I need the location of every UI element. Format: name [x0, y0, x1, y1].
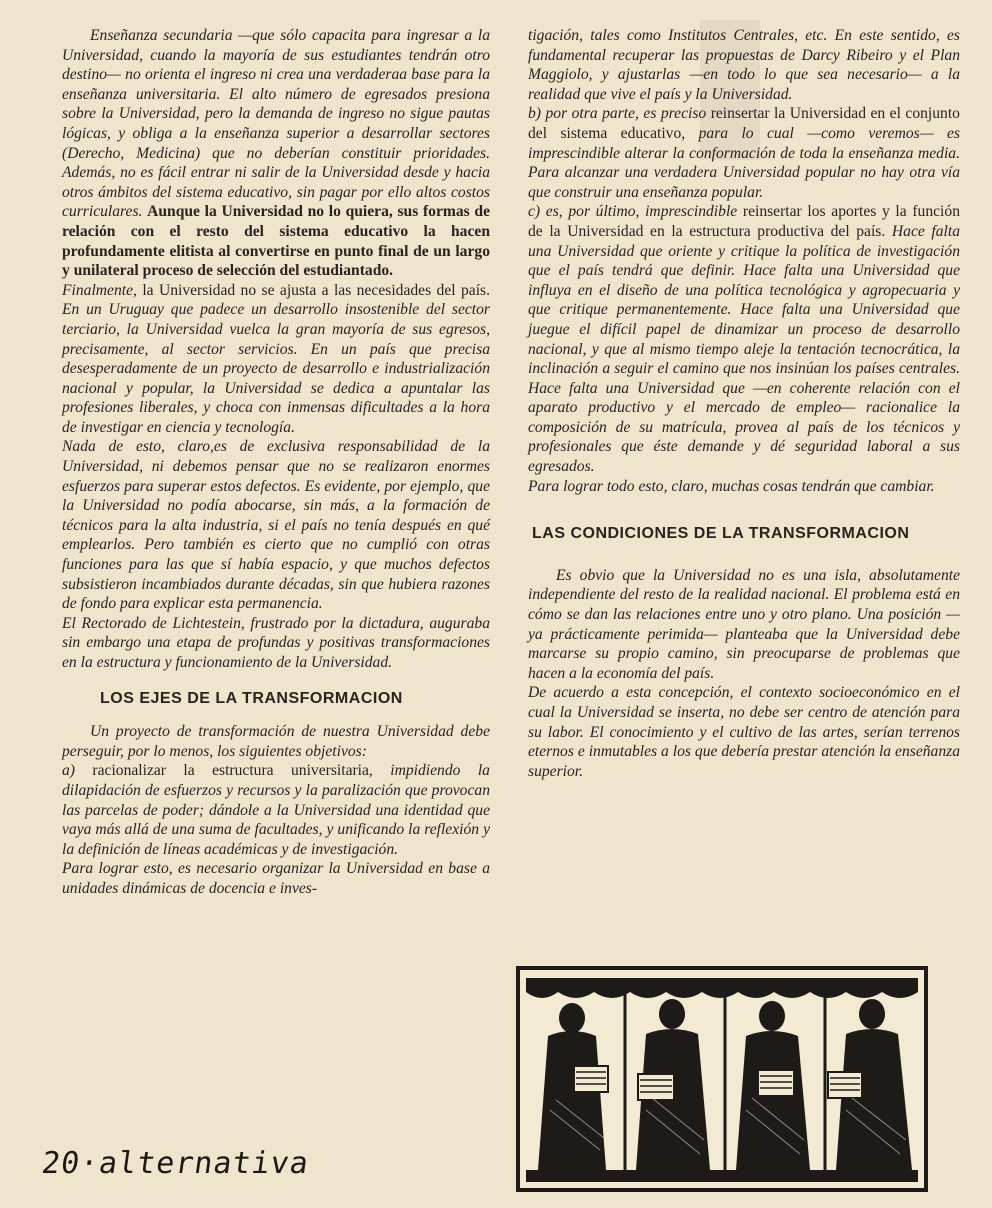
section-heading: LAS CONDICIONES DE LA TRANSFORMACION	[532, 525, 910, 543]
paragraph-text: En un Uruguay que padece un desarrollo insostenible del sector terciario, la Universidad vuelca la gran mayoría de sus egresos, precisamente, al sector servicios. En un país que precisa desesperadamente de un proyecto de desarrollo e industrialización nacional y popular, la Universidad se dedica a apuntalar las profesiones liberales, y choca con inmensas dificultades a la hora de investigar en ciencia y tecnología.	[62, 301, 490, 436]
paragraph: El Rectorado de Lichtestein, frustrado por la dictadura, auguraba sin embargo una etapa de profundas y positivas transformaciones en la estructura y funcionamiento de la Universidad.	[62, 614, 490, 671]
right-column	[528, 26, 960, 781]
paragraph	[62, 761, 490, 859]
paragraph-lead-text: reinsertar la Universidad en el conjunto del sistema educativo,	[528, 105, 960, 142]
paragraph-text: por otra parte, es preciso	[545, 105, 707, 123]
woodcut-illustration	[520, 970, 924, 1188]
list-marker: c)	[528, 203, 541, 221]
paragraph	[62, 281, 490, 438]
paragraph-text: para lo cual —como veremos— es imprescindible alterar la conformación de toda la enseñanza media. Para alcanzar una verdadera Universidad popular no hay otra vía que construir una enseñanza popular.	[528, 124, 960, 201]
page-number: 20	[39, 1146, 83, 1181]
paragraph: Un proyecto de transformación de nuestra Universidad debe perseguir, por lo menos, los siguientes objetivos:	[62, 723, 490, 760]
medieval-scholars-woodcut	[516, 966, 928, 1192]
paragraph: Es obvio que la Universidad no es una isla, absolutamente independiente del resto de la realidad nacional. El problema está en cómo se dan las relaciones entre uno y otro plano. Una posición —ya prácticamente perimida— planteaba que la Universidad debe marcarse su propio camino, sin preocuparse de problemas que hacen a la economía del país.	[528, 566, 960, 682]
paragraph: De acuerdo a esta concepción, el contexto socioeconómico en el cual la Universidad se inserta, no debe ser centro de atención para su labor. El conocimiento y el cultivo de las artes, serían terrenos eternos e inmutables a los que debería prestar atención la enseñanza superior.	[528, 684, 960, 780]
paragraph-text: Enseñanza secundaria —que sólo capacita para ingresar a la Universidad, cuando la mayoría de sus estudiantes tendrán otro destino— no orienta el ingreso ni crea una verdaderaa base para la enseñanza universitaria. El alto número de egresados presiona sobre la Universidad, pero la demanda de ingreso no sigue pautas lógicas, y obliga a la enseñanza superior a desarrollar sectores (Derecho, Medicina) que no deberían constituir prioridades. Además, no es fácil entrar ni salir de la Universidad desde y hacia otros ámbitos del sistema educativo, sin pagar por ello altos costos curriculares.	[62, 27, 490, 221]
paragraph	[528, 202, 960, 476]
paragraph: Para lograr esto, es necesario organizar la Universidad en base a unidades dinámicas de docencia e inves-	[62, 860, 490, 897]
paragraph-text: impidiendo la dilapidación de esfuerzos y recursos y la paralización que provocan las parcelas de poder; dándole a la Universidad una identidad que vaya más allá de una suma de facultades, y unificando la reflexión y la definición de líneas académicas y de investigación.	[62, 762, 490, 858]
list-marker: b)	[528, 105, 541, 123]
page-footer	[40, 1146, 312, 1181]
paragraph-lead-text: reinsertar los aportes y la función de la Universidad en la estructura productiva del país.	[528, 203, 960, 240]
paragraph	[62, 26, 490, 281]
paragraph-lead: Finalmente,	[62, 281, 137, 299]
left-column	[62, 26, 490, 899]
paragraph-text: Hace falta una Universidad que oriente y critique la política de investigación que el país tendrá que definir. Hace falta una Universidad que influya en el diseño de una política tecnológica y agropecuaria y que critique permanentemente. Hace falta una Universidad que juegue el difícil papel de dinamizar un proceso de desarrollo nacional, y que al mismo tiempo aleje la tentación tecnocrática, la inclinación a seguir el camino que nos insinúan los países centrales. Hace falta una Universidad que —en coherente relación con el aparato productivo y el mercado de empleo— racionalice la composición de su matrícula, provea al país de los técnicos y profesionales que éste demande y dé seguridad laboral a sus egresados.	[528, 222, 961, 476]
paragraph-bold-text: Aunque la Universidad no lo quiera, sus formas de relación con el resto del sistema educativo la hacen profundamente elitista al convertirse en punto final de un largo y unilateral proceso de selección del estudiantado.	[62, 203, 490, 280]
paragraph: Nada de esto, claro,es de exclusiva responsabilidad de la Universidad, ni debemos pensar que no se realizaron enormes esfuerzos para superar estos defectos. Es evidente, por ejemplo, que la Universidad no podía abocarse, sin más, a la formación de técnicos para la alta industria, si el país no tenía después en qué emplearlos. Pero también es cierto que no cumplió con otras funciones para las que sí había espacio, y que muchos defectos subsistieron incambiados durante décadas, sin que hubiera razones de fondo para explicar esta permanencia.	[62, 438, 490, 613]
paragraph-lead-text: la Universidad no se ajusta a las necesidades del país.	[142, 281, 490, 299]
magazine-name: alternativa	[96, 1146, 312, 1181]
paragraph-lead-text: racionalizar la estructura universitaria,	[92, 762, 373, 780]
paragraph	[528, 104, 960, 202]
list-marker: a)	[62, 762, 75, 780]
paragraph-text: es, por último, imprescindible	[545, 203, 738, 221]
section-heading: LOS EJES DE LA TRANSFORMACION	[100, 689, 403, 707]
paragraph: tigación, tales como Institutos Centrales, etc. En este sentido, es fundamental recuperar las propuestas de Darcy Ribeiro y el Plan Maggiolo, y ajustarlas —en todo lo que sea necesario— a la realidad que vive el país y la Universidad.	[528, 27, 960, 103]
paragraph: Para lograr todo esto, claro, muchas cosas tendrán que cambiar.	[528, 477, 935, 495]
footer-separator: ·	[77, 1146, 102, 1181]
